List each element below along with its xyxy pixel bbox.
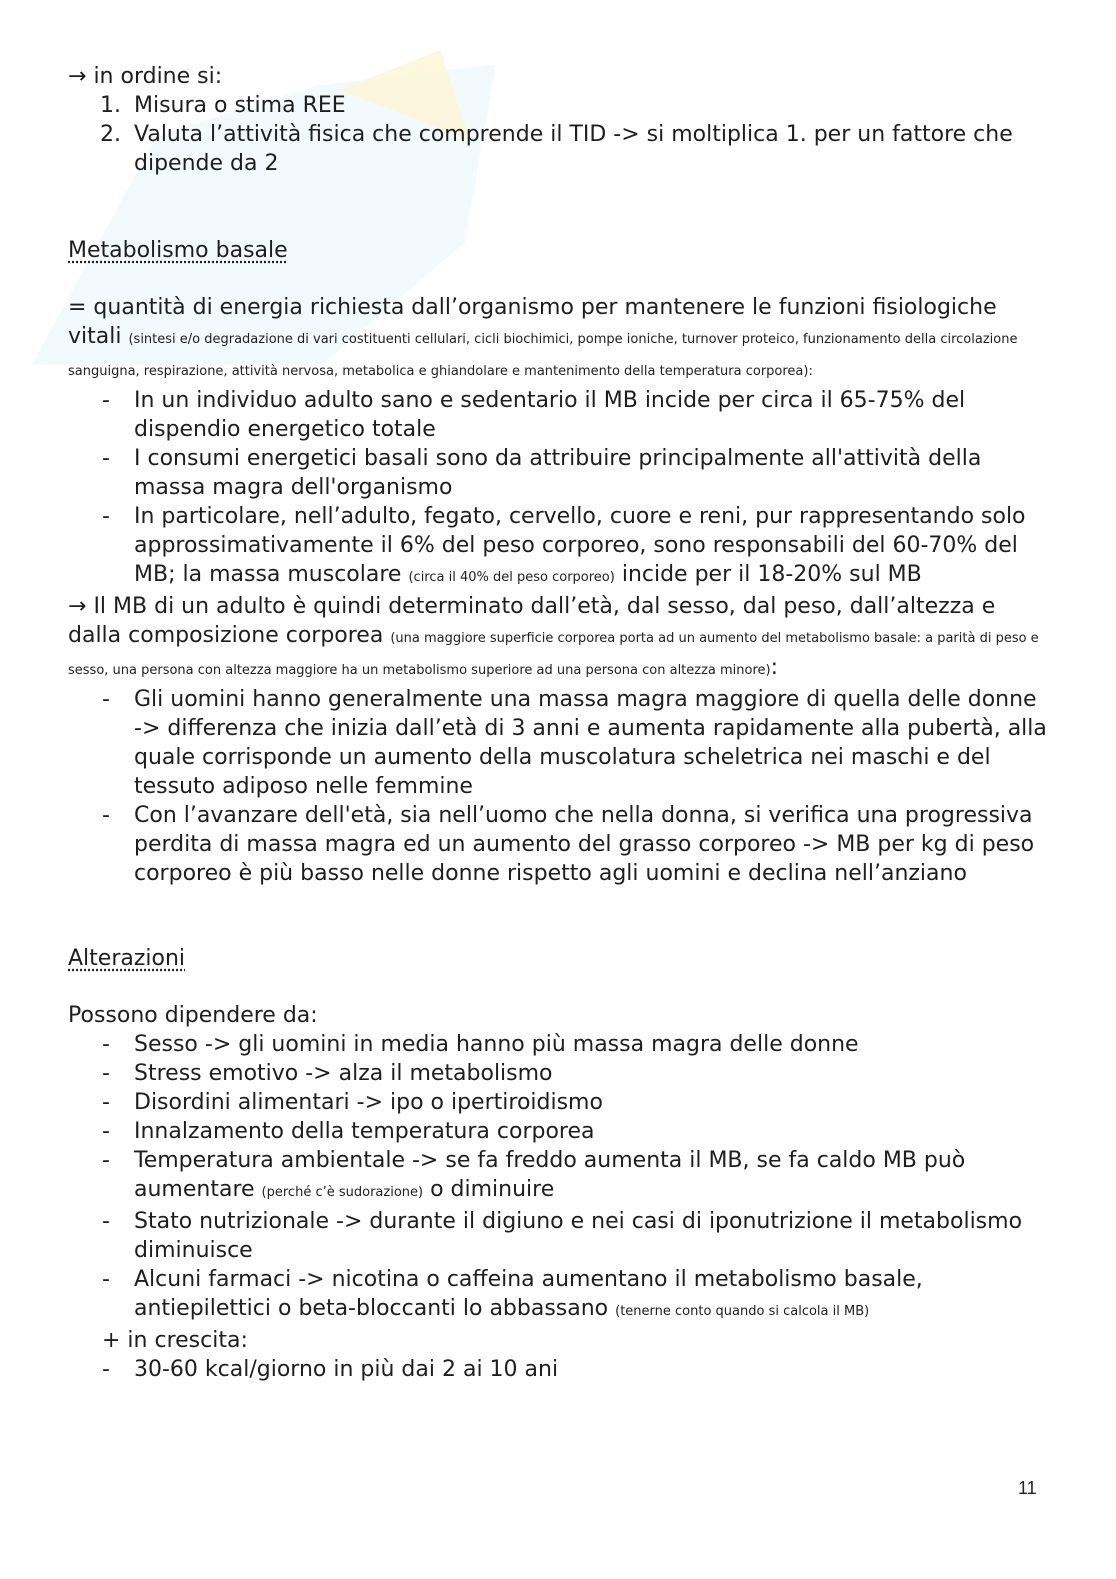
list-item: 2. Valuta l’attività fisica che comprende il TID -> si moltiplica 1. per un fattore che dipende da 2 [100, 122, 1013, 176]
steps-list [68, 91, 1048, 178]
list-item: - 30-60 kcal/giorno in più dai 2 ai 10 ani [102, 1357, 559, 1382]
page-number: 11 [1018, 1478, 1037, 1498]
growth-list [68, 1355, 1048, 1384]
list-item: - Stato nutrizionale -> durante il digiuno e nei casi di iponutrizione il metabolismo diminuisce [102, 1209, 1023, 1263]
list-item: - Con l’avanzare dell'età, sia nell’uomo che nella donna, si verifica una progressiva perdita di massa magra ed un aumento del grasso corporeo -> MB per kg di peso corporeo è più basso nelle donne rispetto agli uomini e declina nell’anziano [102, 803, 1035, 886]
list-item: - Innalzamento della temperatura corporea [102, 1119, 595, 1144]
definition: = quantità di energia richiesta dall’organismo per mantenere le funzioni fisiologiche vitali (sintesi e/o degradazione di vari costituenti cellulari, cicli biochimici, pompe ioniche, turnover proteico, funzionamento della circolazione sanguigna, respirazione, attività nervosa, metabolica e ghiandolare e mantenimento della temperatura corporea): [68, 295, 1018, 379]
section-heading-alterazioni: Alterazioni [68, 946, 186, 971]
list-item: - Disordini alimentari -> ipo o ipertiroidismo [102, 1090, 603, 1115]
intro-text: in ordine si: [93, 64, 223, 89]
section-heading-metabolismo: Metabolismo basale [68, 238, 288, 263]
list-item: 1. Misura o stima REE [100, 93, 346, 118]
definition-note: (sintesi e/o degradazione di vari costituenti cellulari, cicli biochimici, pompe ioniche, turnover proteico, funzionamento della circolazione sanguigna, respirazione, attività nervosa, metabolica e ghiandolare e mantenimento della temperatura corporea): [68, 332, 1018, 379]
list-item: - Gli uomini hanno generalmente una massa magra maggiore di quella delle donne -> differenza che inizia dall’età di 3 anni e aumenta rapidamente alla pubertà, alla quale corrisponde un aumento della muscolatura scheletrica nei maschi e del tessuto adiposo nelle femmine [102, 687, 1047, 799]
conclusion-note: (una maggiore superficie corporea porta ad un aumento del metabolismo basale: a parità di peso e sesso, una persona con altezza maggiore ha un metabolismo superiore ad una persona con altezza minore) [68, 631, 1039, 678]
list-item: - Alcuni farmaci -> nicotina o caffeina aumentano il metabolismo basale, antiepilettici o beta-bloccanti lo abbassano (tenerne conto quando si calcola il MB) [102, 1267, 923, 1321]
list-item: - In particolare, nell’adulto, fegato, cervello, cuore e reni, pur rappresentando solo approssimativamente il 6% del peso corporeo, sono responsabili del 60-70% del MB; la massa muscolare (circa il 40% del peso corporeo) incide per il 18-20% sul MB [102, 504, 1026, 587]
list-item: - In un individuo adulto sano e sedentario il MB incide per circa il 65-75% del dispendio energetico totale [102, 388, 966, 442]
alterations-intro: Possono dipendere da: [68, 1003, 318, 1028]
list-item: - I consumi energetici basali sono da attribuire principalmente all'attività della massa magra dell'organismo [102, 446, 982, 500]
list-item: - Sesso -> gli uomini in media hanno più massa magra delle donne [102, 1032, 859, 1057]
list-item: - Stress emotivo -> alza il metabolismo [102, 1061, 553, 1086]
page-content [68, 62, 1048, 1384]
metabolism-bullets [68, 386, 1048, 592]
alterations-list [68, 1030, 1048, 1326]
arrow-icon: → [68, 594, 87, 619]
conclusion: → Il MB di un adulto è quindi determinato dall’età, dal sesso, dal peso, dall’altezza e dalla composizione corporea (una maggiore superficie corporea porta ad un aumento del metabolismo basale: a parità di peso e sesso, una persona con altezza maggiore ha un metabolismo superiore ad una persona con altezza minore): [68, 594, 1039, 680]
intro-line [68, 62, 1048, 91]
sex-age-bullets [68, 685, 1048, 888]
arrow-icon: → [68, 64, 87, 89]
growth-heading: + in crescita: [102, 1328, 248, 1353]
list-item: - Temperatura ambientale -> se fa freddo aumenta il MB, se fa caldo MB può aumentare (perché c’è sudorazione) o diminuire [102, 1148, 966, 1202]
